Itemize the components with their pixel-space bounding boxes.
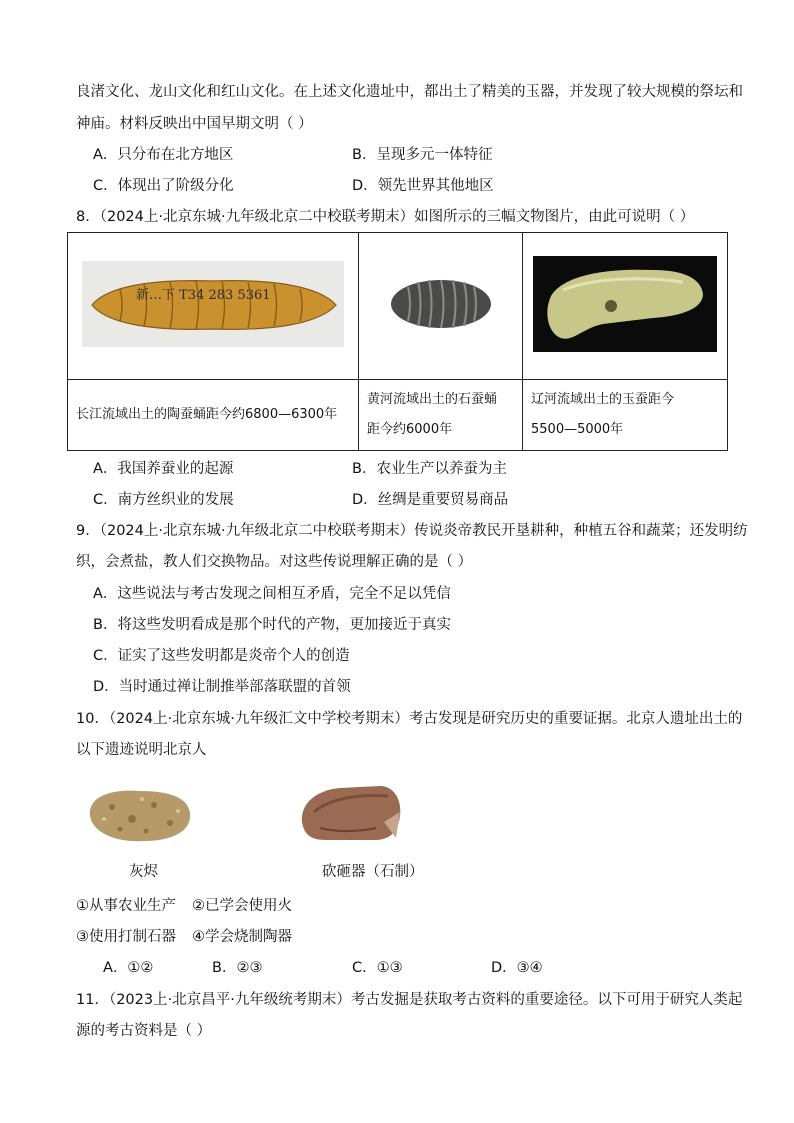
- q8-option-d: D．丝绸是重要贸易商品: [352, 492, 509, 508]
- jade-caption: [523, 380, 728, 451]
- q10-statement-2: ②已学会使用火: [192, 898, 292, 914]
- stone-silkworm-image: [386, 269, 496, 339]
- q11-stem-line2: 源的考古资料是（ ）: [76, 1023, 212, 1039]
- q8-option-c: C．南方丝织业的发展: [93, 492, 234, 508]
- q7-option-b: B．呈现多元一体特征: [352, 147, 493, 163]
- stone-caption-line1: 黄河流域出土的石蚕蛹: [367, 392, 498, 407]
- jade-silkworm-image: [533, 256, 717, 352]
- q10-option-a: A．①②: [103, 960, 154, 976]
- q11-stem-line1: 11．（2023上·北京昌平·九年级统考期末）考古发掘是获取考古资料的重要途径。以下可用于研究人类起: [76, 992, 743, 1008]
- jade-caption-line2: 5500—5000年: [531, 422, 624, 437]
- pottery-caption: 长江流域出土的陶蚕蛹距今约6800—6300年: [68, 380, 359, 451]
- stone-caption-line2: 距今约6000年: [367, 422, 453, 437]
- q7-stem-line2: 神庙。材料反映出中国早期文明（ ）: [76, 116, 313, 132]
- q10-stem-line1: 10．（2024上·北京东城·九年级汇文中学校考期末）考古发现是研究历史的重要证据。北京人遗址出土的: [76, 711, 743, 727]
- stone-caption: [359, 380, 523, 451]
- stone-silkworm-cell: [359, 233, 523, 380]
- q10-option-b: B．②③: [212, 960, 263, 976]
- jade-silkworm-cell: [523, 233, 728, 380]
- ash-label: 灰烬: [129, 864, 158, 880]
- pottery-silkworm-image: [78, 259, 348, 349]
- q10-option-d: D．③④: [491, 960, 543, 976]
- q7-option-c: C．体现出了阶级分化: [93, 178, 234, 194]
- pottery-inscription: 新…下 T34 283 5361: [136, 288, 271, 303]
- q7-option-d: D．领先世界其他地区: [352, 178, 494, 194]
- q7-stem-line1: 良渚文化、龙山文化和红山文化。在上述文化遗址中，都出土了精美的玉器，并发现了较大规模的祭坛和: [76, 84, 743, 100]
- q7-option-a: A．只分布在北方地区: [93, 147, 234, 163]
- q9-stem-line1: 9．（2024上·北京东城·九年级北京二中校联考期末）传说炎帝教民开垦耕种，种植五谷和蔬菜；还发明纺: [76, 523, 748, 539]
- q10-statement-3: ③使用打制石器: [76, 929, 176, 945]
- q10-stem-line2: 以下遗迹说明北京人: [76, 742, 207, 758]
- q9-stem-line2: 织，会煮盐，教人们交换物品。对这些传说理解正确的是（ ）: [76, 554, 473, 570]
- q8-stem: 8．（2024上·北京东城·九年级北京二中校联考期末）如图所示的三幅文物图片，由此可说明（ ）: [76, 209, 695, 225]
- pottery-silkworm-cell: [68, 233, 359, 380]
- q10-statement-4: ④学会烧制陶器: [192, 929, 292, 945]
- q9-option-d: D．当时通过禅让制推举部落联盟的首领: [93, 679, 351, 695]
- q10-statement-1: ①从事农业生产: [76, 898, 176, 914]
- q8-option-a: A．我国养蚕业的起源: [93, 461, 234, 477]
- ash-image: [84, 785, 196, 847]
- q9-option-c: C．证实了这些发明都是炎帝个人的创造: [93, 648, 350, 664]
- q9-option-b: B．将这些发明看成是那个时代的产物，更加接近于真实: [93, 617, 451, 633]
- artifact-table: [67, 232, 728, 451]
- q10-option-c: C．①③: [352, 960, 403, 976]
- chopping-tool-image: [296, 782, 408, 846]
- chopping-tool-label: 砍砸器（石制）: [322, 864, 424, 880]
- q8-option-b: B．农业生产以养蚕为主: [352, 461, 507, 477]
- q9-option-a: A．这些说法与考古发现之间相互矛盾，完全不足以凭信: [93, 586, 451, 602]
- jade-caption-line1: 辽河流域出土的玉蚕距今: [531, 392, 675, 407]
